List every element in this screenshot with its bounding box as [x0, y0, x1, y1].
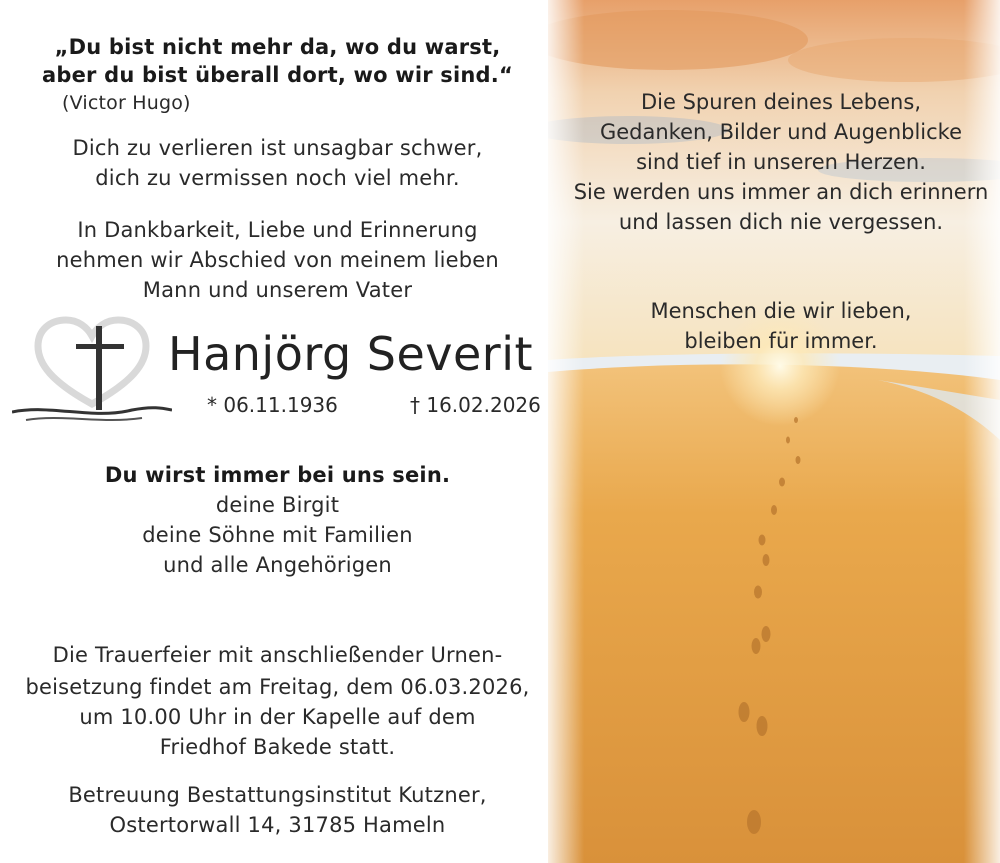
ceremony-line-2: beisetzung findet am Freitag, dem 06.03.2026, — [25, 675, 530, 699]
undertaker-line-2: Ostertorwall 14, 31785 Hameln — [109, 813, 446, 837]
image-text-line-4: Sie werden uns immer an dich erinnern — [573, 180, 989, 204]
verse-line-1: Dich zu verlieren ist unsagbar schwer, — [72, 136, 483, 160]
deceased-name: Hanjörg Severit — [168, 327, 534, 381]
birth-date: * 06.11.1936 — [207, 393, 338, 417]
ceremony-line-1: Die Trauerfeier mit anschließender Urnen- — [52, 643, 503, 667]
intro-line-2: nehmen wir Abschied von meinem lieben — [56, 248, 499, 272]
undertaker-line-1: Betreuung Bestattungsinstitut Kutzner, — [68, 783, 487, 807]
image-text-line-1: Die Spuren deines Lebens, — [640, 90, 921, 114]
image-text-line-3: sind tief in unseren Herzen. — [636, 150, 926, 174]
cross-heart-icon — [12, 312, 172, 424]
quote-author: (Victor Hugo) — [62, 92, 191, 114]
intro-line-1: In Dankbarkeit, Liebe und Erinnerung — [77, 218, 478, 242]
image-text-line-6: Menschen die wir lieben, — [650, 299, 912, 323]
image-text-line-2: Gedanken, Bilder und Augenblicke — [599, 120, 963, 144]
ceremony-line-4: Friedhof Bakede statt. — [159, 735, 396, 759]
image-text-line-5: und lassen dich nie vergessen. — [618, 210, 944, 234]
quote-line-1: „Du bist nicht mehr da, wo du warst, — [54, 35, 501, 59]
death-date: † 16.02.2026 — [410, 393, 541, 417]
quote-line-2: aber du bist überall dort, wo wir sind.“ — [42, 63, 513, 87]
intro-line-3: Mann und unserem Vater — [142, 278, 413, 302]
verse-line-2: dich zu vermissen noch viel mehr. — [95, 166, 460, 190]
mourner-line-1: deine Birgit — [215, 493, 340, 517]
mourners-heading: Du wirst immer bei uns sein. — [104, 463, 451, 487]
image-text-line-7: bleiben für immer. — [684, 329, 878, 353]
ceremony-line-3: um 10.00 Uhr in der Kapelle auf dem — [79, 705, 476, 729]
mourner-line-3: und alle Angehörigen — [163, 553, 392, 577]
mourner-line-2: deine Söhne mit Familien — [142, 523, 413, 547]
